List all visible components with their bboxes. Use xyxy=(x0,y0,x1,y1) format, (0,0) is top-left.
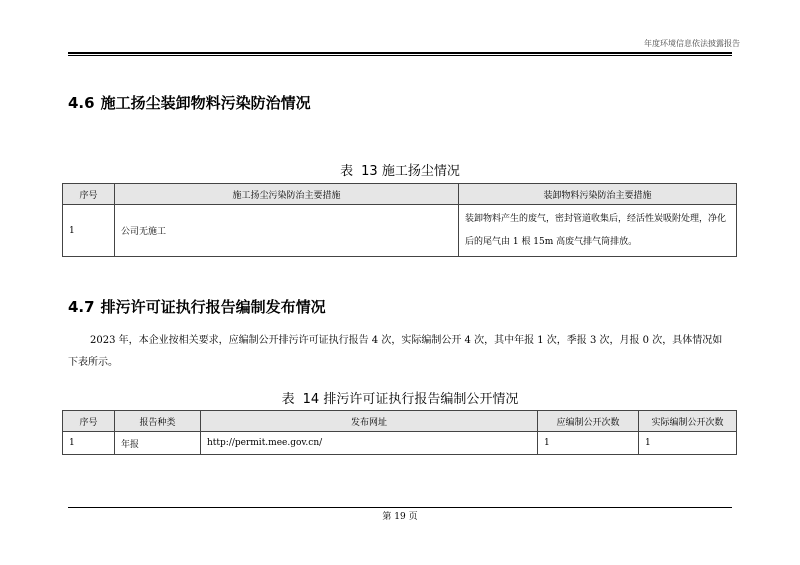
col-header-construction-dust: 施工扬尘污染防治主要措施 xyxy=(115,184,459,205)
permit-report-table xyxy=(62,410,737,455)
section-number: 4.6 xyxy=(68,94,95,112)
header-title: 年度环境信息依法披露报告 xyxy=(644,39,740,48)
col-header-loading-pollution: 装卸物料污染防治主要措施 xyxy=(459,184,737,205)
col-header-seq: 序号 xyxy=(63,184,115,205)
col-header-report-type: 报告种类 xyxy=(115,411,201,432)
caption-text: 13 施工扬尘情况 xyxy=(361,164,460,179)
col-header-url: 发布网址 xyxy=(201,411,538,432)
page-number: 第 19 页 xyxy=(382,512,418,522)
cell-required-count: 1 xyxy=(538,432,639,455)
table-13-caption xyxy=(0,160,800,179)
col-header-required-count: 应编制公开次数 xyxy=(538,411,639,432)
caption-text: 14 排污许可证执行报告编制公开情况 xyxy=(302,392,519,407)
caption-prefix: 表 xyxy=(281,392,295,407)
table-row xyxy=(63,432,737,455)
col-header-actual-count: 实际编制公开次数 xyxy=(639,411,737,432)
table-header-row xyxy=(63,411,737,432)
table-14-caption xyxy=(0,388,800,407)
section-title-text: 排污许可证执行报告编制发布情况 xyxy=(100,298,326,316)
section-title-4-7 xyxy=(68,296,326,317)
footer-divider xyxy=(68,507,732,508)
cell-seq: 1 xyxy=(63,205,115,257)
cell-report-type: 年报 xyxy=(115,432,201,455)
cell-url: http://permit.mee.gov.cn/ xyxy=(201,432,538,455)
report-paragraph: 2023 年，本企业按相关要求，应编制公开排污许可证执行报告 4 次，实际编制公开 4 次，其中年报 1 次，季报 3 次，月报 0 次，具体情况如下表所示。 xyxy=(68,335,723,368)
section-number: 4.7 xyxy=(68,298,95,316)
cell-construction-dust: 公司无施工 xyxy=(115,205,459,257)
caption-prefix: 表 xyxy=(340,164,354,179)
cell-loading-pollution: 装卸物料产生的废气，密封管道收集后，经活性炭吸附处理，净化后的尾气由 1 根 15m 高废气排气筒排放。 xyxy=(459,205,737,257)
cell-seq: 1 xyxy=(63,432,115,455)
section-title-4-6 xyxy=(68,92,311,113)
cell-actual-count: 1 xyxy=(639,432,737,455)
col-header-seq: 序号 xyxy=(63,411,115,432)
table-header-row xyxy=(63,184,737,205)
table-row xyxy=(63,205,737,257)
header-divider xyxy=(68,52,732,56)
section-title-text: 施工扬尘装卸物料污染防治情况 xyxy=(100,94,311,112)
dust-control-table xyxy=(62,183,737,257)
